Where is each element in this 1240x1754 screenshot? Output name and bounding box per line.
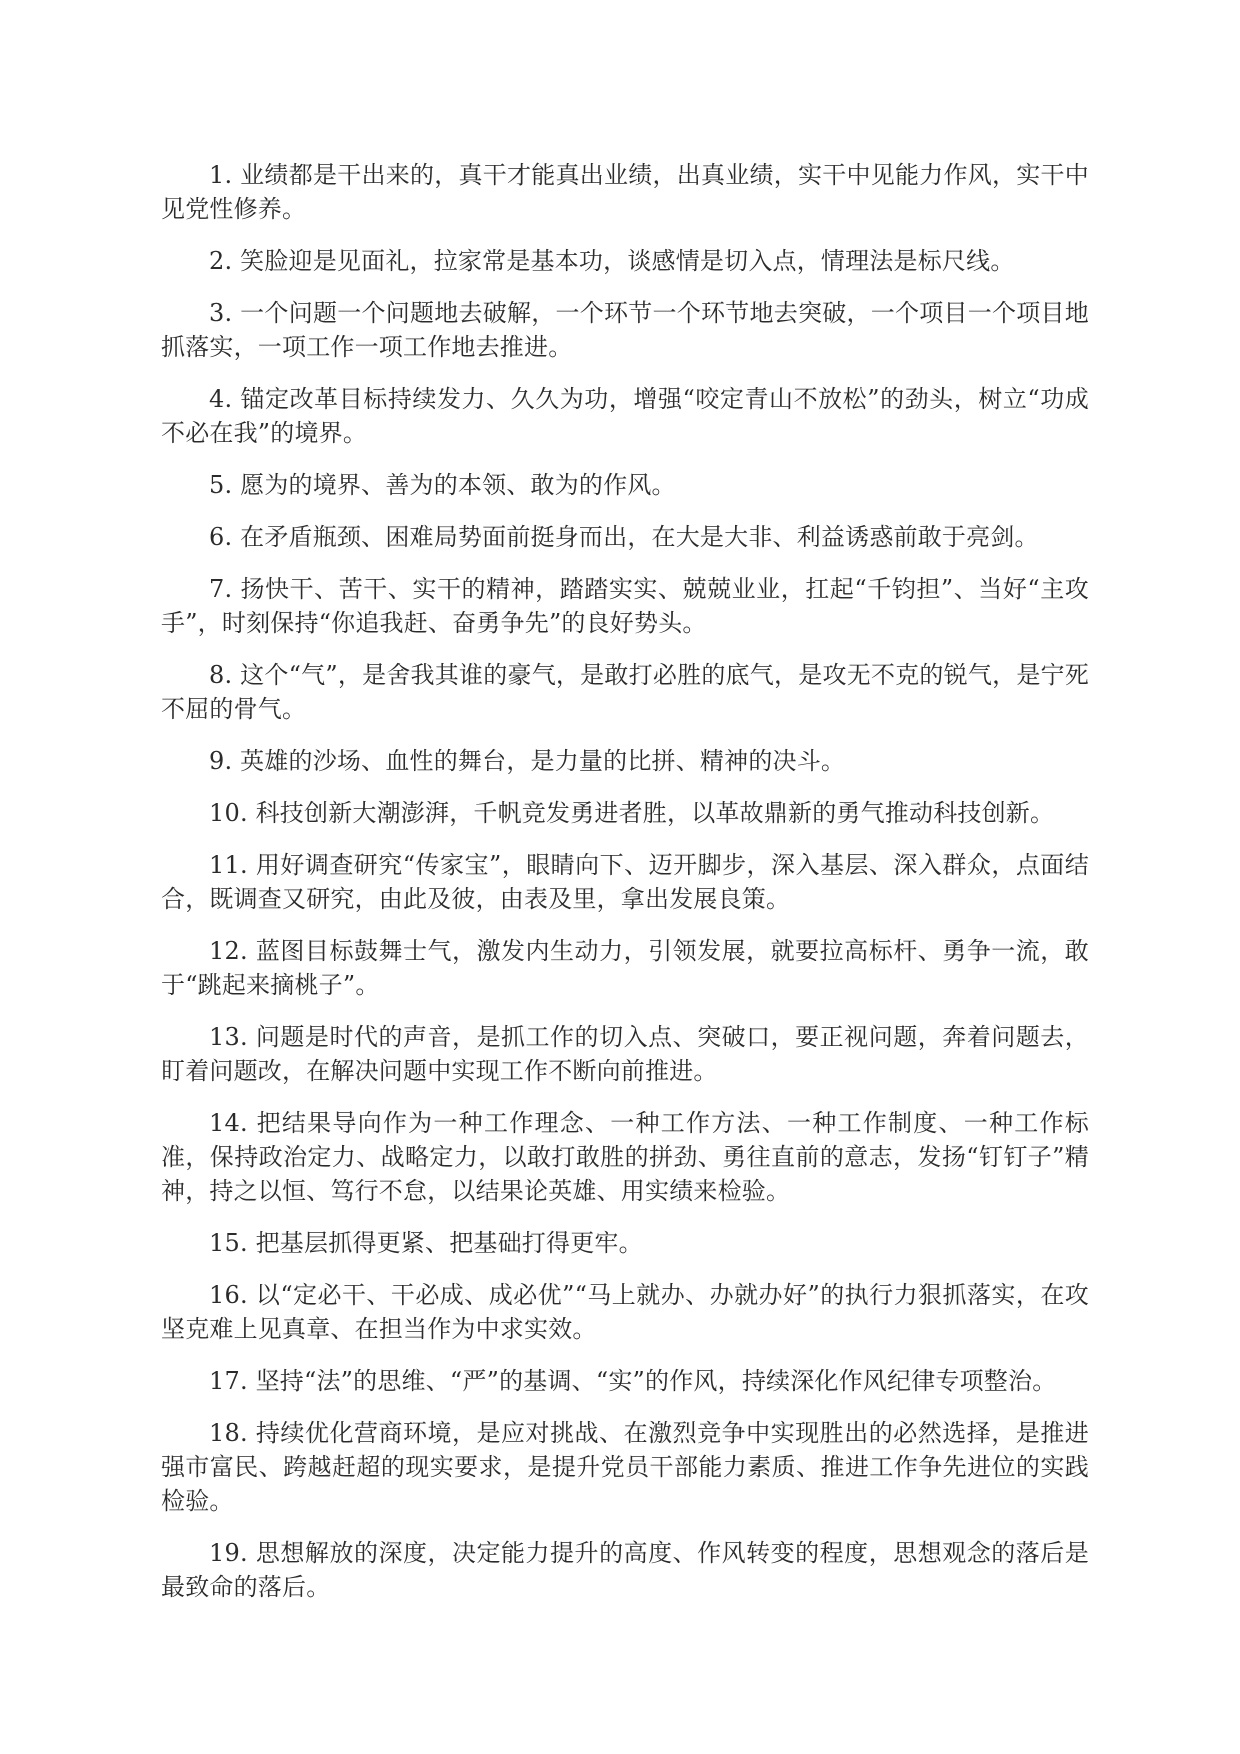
paragraph-8: 8. 这个“气”，是舍我其谁的豪气，是敢打必胜的底气，是攻无不克的锐气，是宁死不屈的骨气。 (161, 661, 1089, 723)
paragraph-6: 6. 在矛盾瓶颈、困难局势面前挺身而出，在大是大非、利益诱惑前敢于亮剑。 (209, 523, 1039, 551)
paragraph-1: 1. 业绩都是干出来的，真干才能真出业绩，出真业绩，实干中见能力作风，实干中见党性修养。 (161, 161, 1089, 223)
paragraph-10: 10. 科技创新大潮澎湃，千帆竞发勇进者胜，以革故鼎新的勇气推动科技创新。 (209, 799, 1055, 827)
paragraph-17: 17. 坚持“法”的思维、“严”的基调、“实”的作风，持续深化作风纪律专项整治。 (209, 1367, 1057, 1395)
document-body (161, 158, 1089, 1622)
paragraph-3: 3. 一个问题一个问题地去破解，一个环节一个环节地去突破，一个项目一个项目地抓落实，一项工作一项工作地去推进。 (161, 299, 1089, 361)
paragraph-9: 9. 英雄的沙场、血性的舞台，是力量的比拼、精神的决斗。 (209, 747, 846, 775)
paragraph-16: 16. 以“定必干、干必成、成必优”“马上就办、办就办好”的执行力狠抓落实，在攻坚克难上见真章、在担当作为中求实效。 (161, 1281, 1089, 1343)
paragraph-2: 2. 笑脸迎是见面礼，拉家常是基本功，谈感情是切入点，情理法是标尺线。 (209, 247, 1015, 275)
paragraph-15: 15. 把基层抓得更紧、把基础打得更牢。 (209, 1229, 643, 1257)
paragraph-14: 14. 把结果导向作为一种工作理念、一种工作方法、一种工作制度、一种工作标准，保持政治定力、战略定力，以敢打敢胜的拼劲、勇往直前的意志，发扬“钉钉子”精神，持之以恒、笃行不怠，以结果论英雄、用实绩来检验。 (161, 1109, 1089, 1205)
paragraph-18: 18. 持续优化营商环境，是应对挑战、在激烈竞争中实现胜出的必然选择，是推进强市富民、跨越赶超的现实要求，是提升党员干部能力素质、推进工作争先进位的实践检验。 (161, 1419, 1089, 1515)
paragraph-11: 11. 用好调查研究“传家宝”，眼睛向下、迈开脚步，深入基层、深入群众，点面结合，既调查又研究，由此及彼，由表及里，拿出发展良策。 (161, 851, 1089, 913)
paragraph-13: 13. 问题是时代的声音，是抓工作的切入点、突破口，要正视问题，奔着问题去，盯着问题改，在解决问题中实现工作不断向前推进。 (161, 1023, 1089, 1085)
paragraph-12: 12. 蓝图目标鼓舞士气，激发内生动力，引领发展，就要拉高标杆、勇争一流，敢于“跳起来摘桃子”。 (161, 937, 1089, 999)
paragraph-7: 7. 扬快干、苦干、实干的精神，踏踏实实、兢兢业业，扛起“千钧担”、当好“主攻手”，时刻保持“你追我赶、奋勇争先”的良好势头。 (161, 575, 1089, 637)
paragraph-4: 4. 锚定改革目标持续发力、久久为功，增强“咬定青山不放松”的劲头，树立“功成不必在我”的境界。 (161, 385, 1089, 447)
paragraph-5: 5. 愿为的境界、善为的本领、敢为的作风。 (209, 471, 676, 499)
paragraph-19: 19. 思想解放的深度，决定能力提升的高度、作风转变的程度，思想观念的落后是最致命的落后。 (161, 1539, 1089, 1601)
